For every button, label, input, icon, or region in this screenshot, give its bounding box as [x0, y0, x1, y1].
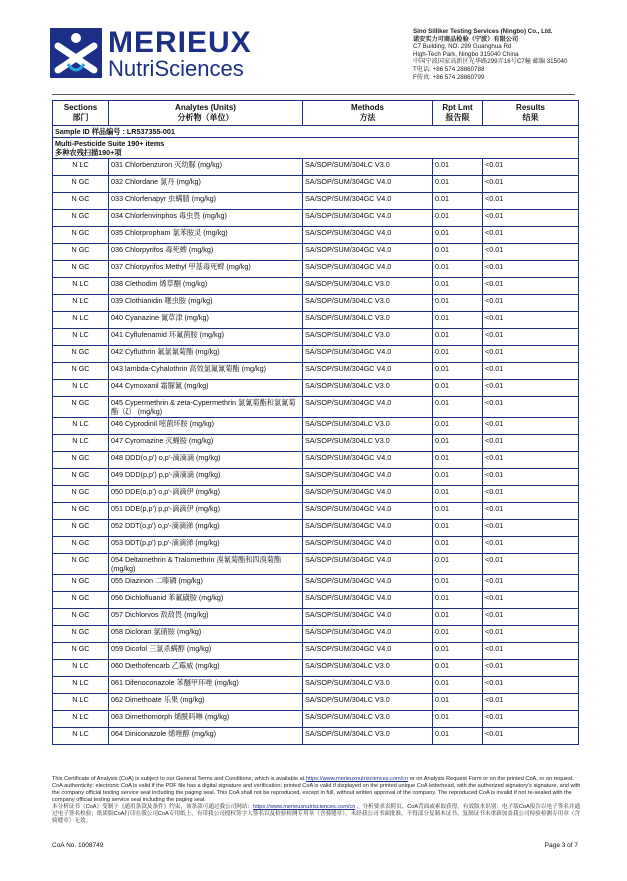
table-row: [53, 261, 579, 278]
cell-result: <0.01: [483, 503, 579, 520]
cell-section: N LC: [53, 694, 109, 711]
cell-result: <0.01: [483, 380, 579, 397]
table-row: [53, 244, 579, 261]
cell-result: <0.01: [483, 418, 579, 435]
cell-rpt-lmt: 0.01: [433, 244, 483, 261]
cell-rpt-lmt: 0.01: [433, 660, 483, 677]
cell-result: <0.01: [483, 728, 579, 745]
terms-link-zh[interactable]: https://www.merieuxnutrisciences.com/cn: [253, 804, 356, 810]
cell-method: SA/SOP/SUM/304GC V4.0: [303, 503, 433, 520]
cell-method: SA/SOP/SUM/304GC V4.0: [303, 575, 433, 592]
table-row: [53, 575, 579, 592]
cell-method: SA/SOP/SUM/304GC V4.0: [303, 210, 433, 227]
address-line-2: High-Tech Park, Ningbo 315040 China: [413, 50, 519, 58]
cell-rpt-lmt: 0.01: [433, 694, 483, 711]
cell-section: N LC: [53, 278, 109, 295]
cell-section: N GC: [53, 176, 109, 193]
cell-section: N GC: [53, 210, 109, 227]
cell-method: SA/SOP/SUM/304LC V3.0: [303, 278, 433, 295]
table-row: [53, 660, 579, 677]
cell-analyte: 053 DDT(p,p') p,p'-滴滴涕 (mg/kg): [109, 537, 303, 554]
address-line-3: 中国宁波国家高新区光华路299弄16号C7幢 邮编 315040: [413, 58, 568, 66]
table-row: [53, 295, 579, 312]
cell-analyte: 048 DDD(o,p') o,p'-滴滴滴 (mg/kg): [109, 452, 303, 469]
cell-result: <0.01: [483, 537, 579, 554]
cell-method: SA/SOP/SUM/304GC V4.0: [303, 193, 433, 210]
cell-section: N LC: [53, 711, 109, 728]
cell-analyte: 062 Dimethoate 乐果 (mg/kg): [109, 694, 303, 711]
cell-rpt-lmt: 0.01: [433, 435, 483, 452]
cell-rpt-lmt: 0.01: [433, 312, 483, 329]
cell-analyte: 033 Chlorfenapyr 虫螨腈 (mg/kg): [109, 193, 303, 210]
logo-merieux-text: MERIEUX: [108, 26, 252, 59]
cell-method: SA/SOP/SUM/304GC V4.0: [303, 609, 433, 626]
merieux-logo: [50, 24, 260, 84]
cell-rpt-lmt: 0.01: [433, 520, 483, 537]
cell-result: <0.01: [483, 176, 579, 193]
cell-analyte: 032 Chlordane 氯丹 (mg/kg): [109, 176, 303, 193]
cell-method: SA/SOP/SUM/304LC V3.0: [303, 711, 433, 728]
cell-section: N GC: [53, 554, 109, 575]
cell-analyte: 057 Dichlorvos 敌敌畏 (mg/kg): [109, 609, 303, 626]
header-divider: [52, 94, 575, 95]
cell-analyte: 044 Cymoxanil 霜脲氰 (mg/kg): [109, 380, 303, 397]
cell-method: SA/SOP/SUM/304LC V3.0: [303, 694, 433, 711]
terms-en: This Certificate of Analysis (CoA) is subject to our General Terms and Conditions, which is available at https://www.merieuxnutrisciences.com/cn or on Analysis Request Form or on the printed CoA, or on request. CoA authenticity: electronic CoA is valid if the PDF file has a digital signature and verification; printed CoA is valid if displayed on the printed unique CoA letterhead, with the authorized signatory's signature, and with the company official testing service seal including the paging seal. This CoA shall not be reproduced, except in full, without written approval of the company. The reproduced CoA is invalid if not re-sealed with the company official testing service seal including the paging seal.: [52, 776, 581, 803]
cell-section: N GC: [53, 346, 109, 363]
cell-method: SA/SOP/SUM/304LC V3.0: [303, 380, 433, 397]
cell-analyte: 059 Dicofol 三氯杀螨醇 (mg/kg): [109, 643, 303, 660]
table-row: [53, 363, 579, 380]
table-row: [53, 520, 579, 537]
cell-result: <0.01: [483, 711, 579, 728]
cell-result: <0.01: [483, 677, 579, 694]
cell-rpt-lmt: 0.01: [433, 486, 483, 503]
cell-rpt-lmt: 0.01: [433, 609, 483, 626]
cell-section: N GC: [53, 193, 109, 210]
cell-analyte: 036 Chlorpyrifos 毒死蜱 (mg/kg): [109, 244, 303, 261]
sample-id-row: [53, 126, 579, 138]
cell-analyte: 035 Chlorpropham 氯苯胺灵 (mg/kg): [109, 227, 303, 244]
merieux-emblem-icon: [50, 28, 102, 78]
col-sections: Sections 部门: [53, 101, 109, 126]
suite-row: [53, 138, 579, 159]
table-row: [53, 677, 579, 694]
terms-zh: 本分析证书（CoA）受制于《通用条款及条件》约束，该条款可通过我公司网站：https://www.merieuxnutrisciences.com/cn ，分析要求表附页、CoA背面或索取获得。有效版本识别：电子版CoA报告以电子签名并通过电子签名校验；纸质版CoA打印在我公司CoA专用纸上，有带我公司授权签字人签名以及检验检测专用章（含骑缝章）。未经我公司书面批准，不得部分复制本证书。复制证书未重新加盖我公司检验检测专用章（含骑缝章）无效。: [52, 804, 581, 824]
cell-section: N GC: [53, 363, 109, 380]
table-row: [53, 193, 579, 210]
cell-method: SA/SOP/SUM/304GC V4.0: [303, 176, 433, 193]
cell-result: <0.01: [483, 660, 579, 677]
cell-analyte: 039 Clothianidin 噻虫胺 (mg/kg): [109, 295, 303, 312]
cell-analyte: 058 Dicloran 氯硝胺 (mg/kg): [109, 626, 303, 643]
cell-result: <0.01: [483, 592, 579, 609]
cell-method: SA/SOP/SUM/304GC V4.0: [303, 592, 433, 609]
cell-analyte: 051 DDE(p,p') p,p'-滴滴伊 (mg/kg): [109, 503, 303, 520]
table-row: [53, 210, 579, 227]
cell-result: <0.01: [483, 227, 579, 244]
cell-method: SA/SOP/SUM/304GC V4.0: [303, 397, 433, 418]
cell-rpt-lmt: 0.01: [433, 503, 483, 520]
cell-rpt-lmt: 0.01: [433, 554, 483, 575]
cell-result: <0.01: [483, 346, 579, 363]
cell-rpt-lmt: 0.01: [433, 329, 483, 346]
cell-analyte: 061 Difenoconazole 苯醚甲环唑 (mg/kg): [109, 677, 303, 694]
table-row: [53, 609, 579, 626]
table-row: [53, 592, 579, 609]
cell-method: SA/SOP/SUM/304GC V4.0: [303, 554, 433, 575]
table-header-row: [53, 101, 579, 126]
cell-analyte: 064 Diniconazole 烯唑醇 (mg/kg): [109, 728, 303, 745]
col-methods: Methods 方法: [303, 101, 433, 126]
cell-rpt-lmt: 0.01: [433, 227, 483, 244]
cell-method: SA/SOP/SUM/304LC V3.0: [303, 295, 433, 312]
cell-result: <0.01: [483, 210, 579, 227]
cell-rpt-lmt: 0.01: [433, 643, 483, 660]
cell-method: SA/SOP/SUM/304GC V4.0: [303, 469, 433, 486]
cell-result: <0.01: [483, 575, 579, 592]
cell-method: SA/SOP/SUM/304GC V4.0: [303, 452, 433, 469]
tel: T电话: +86 574 28860788: [413, 65, 485, 73]
cell-rpt-lmt: 0.01: [433, 418, 483, 435]
cell-rpt-lmt: 0.01: [433, 261, 483, 278]
cell-rpt-lmt: 0.01: [433, 592, 483, 609]
cell-analyte: 063 Dimethomorph 烯酰吗啉 (mg/kg): [109, 711, 303, 728]
cell-analyte: 043 lambda-Cyhalothrin 高效氯氟氰菊酯 (mg/kg): [109, 363, 303, 380]
company-address: [413, 28, 567, 81]
table-row: [53, 397, 579, 418]
cell-result: <0.01: [483, 159, 579, 176]
table-row: [53, 452, 579, 469]
cell-rpt-lmt: 0.01: [433, 537, 483, 554]
cell-section: N GC: [53, 469, 109, 486]
cell-analyte: 046 Cyprodinil 嘧菌环胺 (mg/kg): [109, 418, 303, 435]
company-name-en: Sino Silliker Testing Services (Ningbo) Co., Ltd.: [413, 28, 553, 35]
cell-method: SA/SOP/SUM/304GC V4.0: [303, 363, 433, 380]
cell-result: <0.01: [483, 363, 579, 380]
table-row: [53, 728, 579, 745]
cell-section: N LC: [53, 728, 109, 745]
cell-rpt-lmt: 0.01: [433, 193, 483, 210]
cell-method: SA/SOP/SUM/304GC V4.0: [303, 346, 433, 363]
cell-result: <0.01: [483, 643, 579, 660]
coa-number: CoA No. 1008749: [52, 842, 104, 849]
cell-section: N LC: [53, 435, 109, 452]
cell-section: N GC: [53, 261, 109, 278]
cell-rpt-lmt: 0.01: [433, 295, 483, 312]
table-row: [53, 418, 579, 435]
cell-method: SA/SOP/SUM/304LC V3.0: [303, 159, 433, 176]
cell-rpt-lmt: 0.01: [433, 728, 483, 745]
cell-section: N GC: [53, 486, 109, 503]
cell-result: <0.01: [483, 435, 579, 452]
cell-rpt-lmt: 0.01: [433, 469, 483, 486]
cell-method: SA/SOP/SUM/304GC V4.0: [303, 626, 433, 643]
table-row: [53, 227, 579, 244]
table-row: [53, 380, 579, 397]
cell-analyte: 037 Chlorpyrifos Methyl 甲基毒死蜱 (mg/kg): [109, 261, 303, 278]
table-row: [53, 435, 579, 452]
table-row: [53, 503, 579, 520]
cell-section: N GC: [53, 609, 109, 626]
results-table: [52, 100, 579, 745]
cell-result: <0.01: [483, 329, 579, 346]
cell-rpt-lmt: 0.01: [433, 575, 483, 592]
cell-method: SA/SOP/SUM/304GC V4.0: [303, 261, 433, 278]
cell-result: <0.01: [483, 626, 579, 643]
suite-title: [53, 138, 579, 159]
cell-method: SA/SOP/SUM/304LC V3.0: [303, 660, 433, 677]
cell-rpt-lmt: 0.01: [433, 278, 483, 295]
cell-method: SA/SOP/SUM/304GC V4.0: [303, 537, 433, 554]
page-number: Page 3 of 7: [544, 842, 578, 849]
cell-method: SA/SOP/SUM/304LC V3.0: [303, 728, 433, 745]
cell-result: <0.01: [483, 244, 579, 261]
cell-rpt-lmt: 0.01: [433, 346, 483, 363]
cell-analyte: 041 Cyflufenamid 环氟菌胺 (mg/kg): [109, 329, 303, 346]
cell-analyte: 050 DDE(o,p') o,p'-滴滴伊 (mg/kg): [109, 486, 303, 503]
cell-rpt-lmt: 0.01: [433, 380, 483, 397]
table-row: [53, 278, 579, 295]
cell-method: SA/SOP/SUM/304LC V3.0: [303, 312, 433, 329]
cell-section: N LC: [53, 295, 109, 312]
table-row: [53, 312, 579, 329]
table-row: [53, 469, 579, 486]
cell-analyte: 054 Deltamethrin & Tralomethrin 溴氰菊酯和四溴菊酯 (mg/kg): [109, 554, 303, 575]
address-line-1: C7 Building, NO. 299 Guanghua Rd: [413, 43, 512, 51]
cell-rpt-lmt: 0.01: [433, 159, 483, 176]
footer-terms: [52, 776, 582, 825]
cell-section: N GC: [53, 244, 109, 261]
cell-rpt-lmt: 0.01: [433, 397, 483, 418]
cell-method: SA/SOP/SUM/304GC V4.0: [303, 643, 433, 660]
cell-result: <0.01: [483, 193, 579, 210]
col-analytes: Analytes (Units) 分析物（单位）: [109, 101, 303, 126]
cell-rpt-lmt: 0.01: [433, 210, 483, 227]
cell-result: <0.01: [483, 452, 579, 469]
cell-section: N LC: [53, 159, 109, 176]
cell-analyte: 047 Cyromazine 灭蝇胺 (mg/kg): [109, 435, 303, 452]
cell-result: <0.01: [483, 554, 579, 575]
cell-section: N GC: [53, 397, 109, 418]
cell-rpt-lmt: 0.01: [433, 176, 483, 193]
table-row: [53, 626, 579, 643]
table-row: [53, 159, 579, 176]
cell-analyte: 045 Cypermethrin & zeta-Cypermethrin 氯氰菊酯和氯氰菊酯（ζ） (mg/kg): [109, 397, 303, 418]
cell-section: N LC: [53, 660, 109, 677]
cell-analyte: 042 Cyfluthrin 氟氯氰菊酯 (mg/kg): [109, 346, 303, 363]
cell-rpt-lmt: 0.01: [433, 677, 483, 694]
cell-section: N LC: [53, 312, 109, 329]
table-row: [53, 694, 579, 711]
cell-section: N LC: [53, 380, 109, 397]
cell-section: N GC: [53, 643, 109, 660]
col-results: Results 结果: [483, 101, 579, 126]
cell-result: <0.01: [483, 469, 579, 486]
cell-section: N GC: [53, 575, 109, 592]
suite-title-en: Multi-Pesticide Suite 190+ items: [55, 139, 165, 148]
cell-method: SA/SOP/SUM/304LC V3.0: [303, 435, 433, 452]
terms-link-en[interactable]: https://www.merieuxnutrisciences.com/cn: [305, 776, 409, 782]
cell-section: N GC: [53, 626, 109, 643]
cell-section: N LC: [53, 329, 109, 346]
cell-rpt-lmt: 0.01: [433, 711, 483, 728]
cell-section: N GC: [53, 452, 109, 469]
company-name-zh: 诺安实力可商品检验（宁波）有限公司: [413, 35, 519, 43]
fax: F传真: +86 574 28860799: [413, 73, 485, 81]
cell-result: <0.01: [483, 486, 579, 503]
cell-result: <0.01: [483, 261, 579, 278]
table-row: [53, 711, 579, 728]
cell-analyte: 034 Chlorfenvinphos 毒虫畏 (mg/kg): [109, 210, 303, 227]
cell-section: N LC: [53, 418, 109, 435]
cell-result: <0.01: [483, 694, 579, 711]
cell-result: <0.01: [483, 295, 579, 312]
cell-rpt-lmt: 0.01: [433, 363, 483, 380]
table-row: [53, 176, 579, 193]
cell-method: SA/SOP/SUM/304GC V4.0: [303, 520, 433, 537]
table-row: [53, 346, 579, 363]
cell-analyte: 056 Dichlofluanid 苯氟磺胺 (mg/kg): [109, 592, 303, 609]
cell-section: N GC: [53, 227, 109, 244]
table-row: [53, 537, 579, 554]
cell-analyte: 031 Chlorbenzuron 灭幼脲 (mg/kg): [109, 159, 303, 176]
cell-result: <0.01: [483, 520, 579, 537]
suite-title-zh: 多种农残扫描190+项: [55, 148, 122, 157]
table-row: [53, 486, 579, 503]
cell-result: <0.01: [483, 312, 579, 329]
cell-result: <0.01: [483, 278, 579, 295]
cell-analyte: 038 Clethodim 烯草酮 (mg/kg): [109, 278, 303, 295]
cell-section: N GC: [53, 520, 109, 537]
table-row: [53, 554, 579, 575]
cell-method: SA/SOP/SUM/304GC V4.0: [303, 486, 433, 503]
col-rpt-lmt: Rpt Lmt 报告限: [433, 101, 483, 126]
cell-rpt-lmt: 0.01: [433, 626, 483, 643]
cell-method: SA/SOP/SUM/304LC V3.0: [303, 677, 433, 694]
logo-nutrisciences-text: NutriSciences: [108, 56, 244, 81]
cell-rpt-lmt: 0.01: [433, 452, 483, 469]
cell-method: SA/SOP/SUM/304LC V3.0: [303, 418, 433, 435]
cell-method: SA/SOP/SUM/304GC V4.0: [303, 227, 433, 244]
cell-section: N LC: [53, 677, 109, 694]
cell-method: SA/SOP/SUM/304LC V3.0: [303, 329, 433, 346]
table-row: [53, 643, 579, 660]
table-row: [53, 329, 579, 346]
cell-analyte: 040 Cyanazine 氰草津 (mg/kg): [109, 312, 303, 329]
cell-section: N GC: [53, 503, 109, 520]
cell-analyte: 049 DDD(p,p') p,p'-滴滴滴 (mg/kg): [109, 469, 303, 486]
cell-analyte: 055 Diazinon 二嗪磷 (mg/kg): [109, 575, 303, 592]
cell-section: N GC: [53, 592, 109, 609]
cell-analyte: 052 DDT(o,p') o,p'-滴滴涕 (mg/kg): [109, 520, 303, 537]
cell-analyte: 060 Diethofencarb 乙霉威 (mg/kg): [109, 660, 303, 677]
cell-method: SA/SOP/SUM/304GC V4.0: [303, 244, 433, 261]
cell-section: N GC: [53, 537, 109, 554]
cell-result: <0.01: [483, 397, 579, 418]
sample-id: Sample ID 样品编号 : LR537355-001: [53, 126, 579, 138]
cell-result: <0.01: [483, 609, 579, 626]
